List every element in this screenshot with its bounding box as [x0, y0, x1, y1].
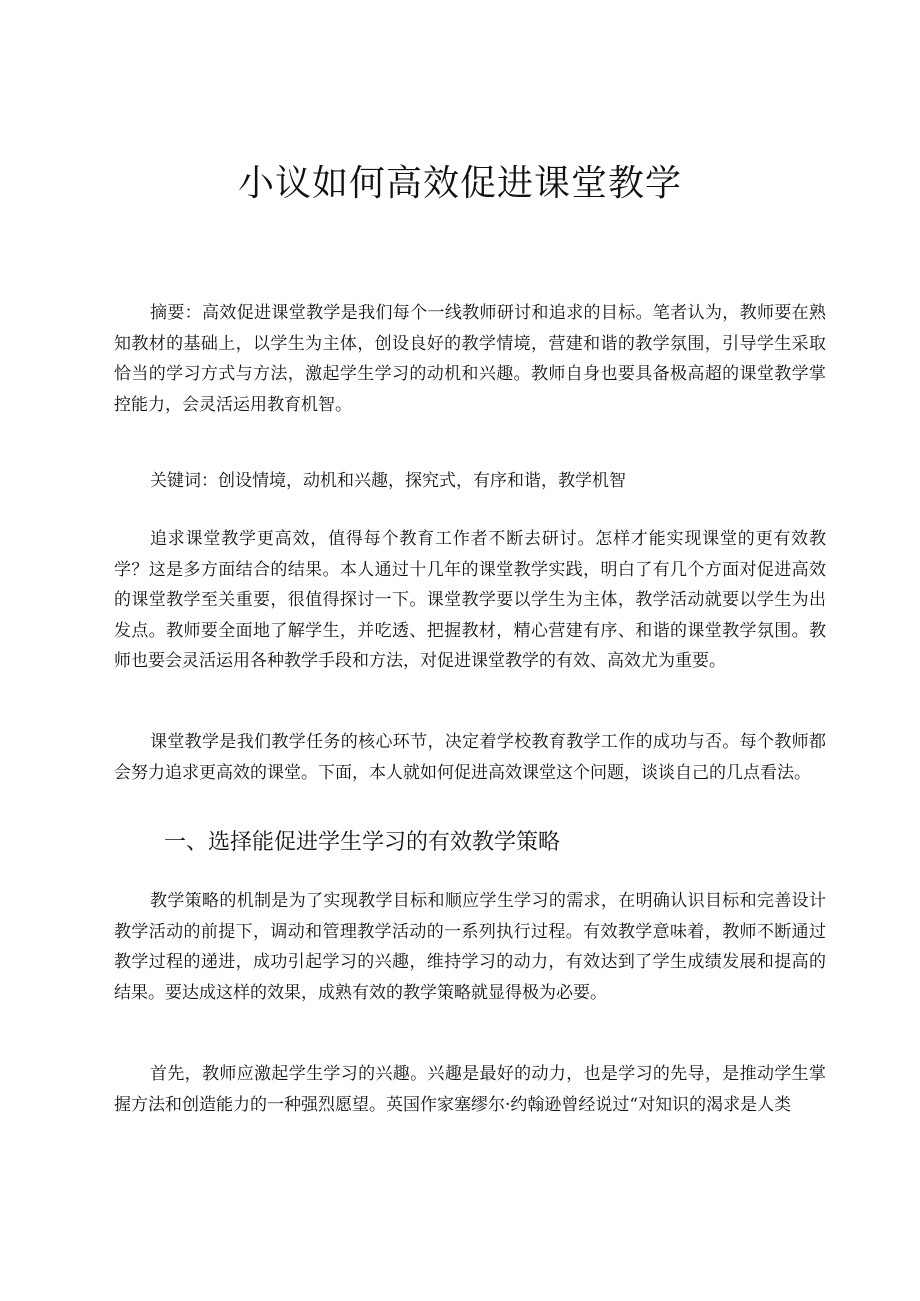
abstract-paragraph: 摘要：高效促进课堂教学是我们每个一线教师研讨和追求的目标。笔者认为，教师要在熟知教材的基础上，以学生为主体，创设良好的教学情境，营建和谐的教学氛围，引导学生采取恰当的学习方式与方法，激起学生学习的动机和兴趣。教师自身也要具备极高超的课堂教学掌控能力，会灵活运用教育机智。 [114, 303, 826, 415]
document-title: 小议如何高效促进课堂教学 [237, 163, 682, 204]
section-heading-1: 一、选择能促进学生学习的有效教学策略 [164, 830, 561, 855]
keywords-paragraph: 关键词：创设情境，动机和兴趣，探究式，有序和谐，教学机智 [150, 471, 626, 491]
body-paragraph-4: 首先，教师应激起学生学习的兴趣。兴趣是最好的动力，也是学习的先导，是推动学生掌握方法和创造能力的一种强烈愿望。英国作家塞缪尔·约翰逊曾经说过“对知识的渴求是人类 [114, 1064, 826, 1115]
body-paragraph-3: 教学策略的机制是为了实现教学目标和顺应学生学习的需求，在明确认识目标和完善设计教学活动的前提下，调动和管理教学活动的一系列执行过程。有效教学意味着，教师不断通过教学过程的递进，成功引起学习的兴趣，维持学习的动力，有效达到了学生成绩发展和提高的结果。要达成这样的效果，成熟有效的教学策略就显得极为必要。 [114, 891, 826, 1003]
body-paragraph-2: 课堂教学是我们教学任务的核心环节，决定着学校教育教学工作的成功与否。每个教师都会努力追求更高效的课堂。下面，本人就如何促进高效课堂这个问题，谈谈自己的几点看法。 [114, 732, 826, 783]
body-paragraph-1: 追求课堂教学更高效，值得每个教育工作者不断去研讨。怎样才能实现课堂的更有效教学？这是多方面结合的结果。本人通过十几年的课堂教学实践，明白了有几个方面对促进高效的课堂教学至关重要，很值得探讨一下。课堂教学要以学生为主体，教学活动就要以学生为出发点。教师要全面地了解学生，并吃透、把握教材，精心营建有序、和谐的课堂教学氛围。教师也要会灵活运用各种教学手段和方法，对促进课堂教学的有效、高效尤为重要。 [114, 529, 826, 671]
